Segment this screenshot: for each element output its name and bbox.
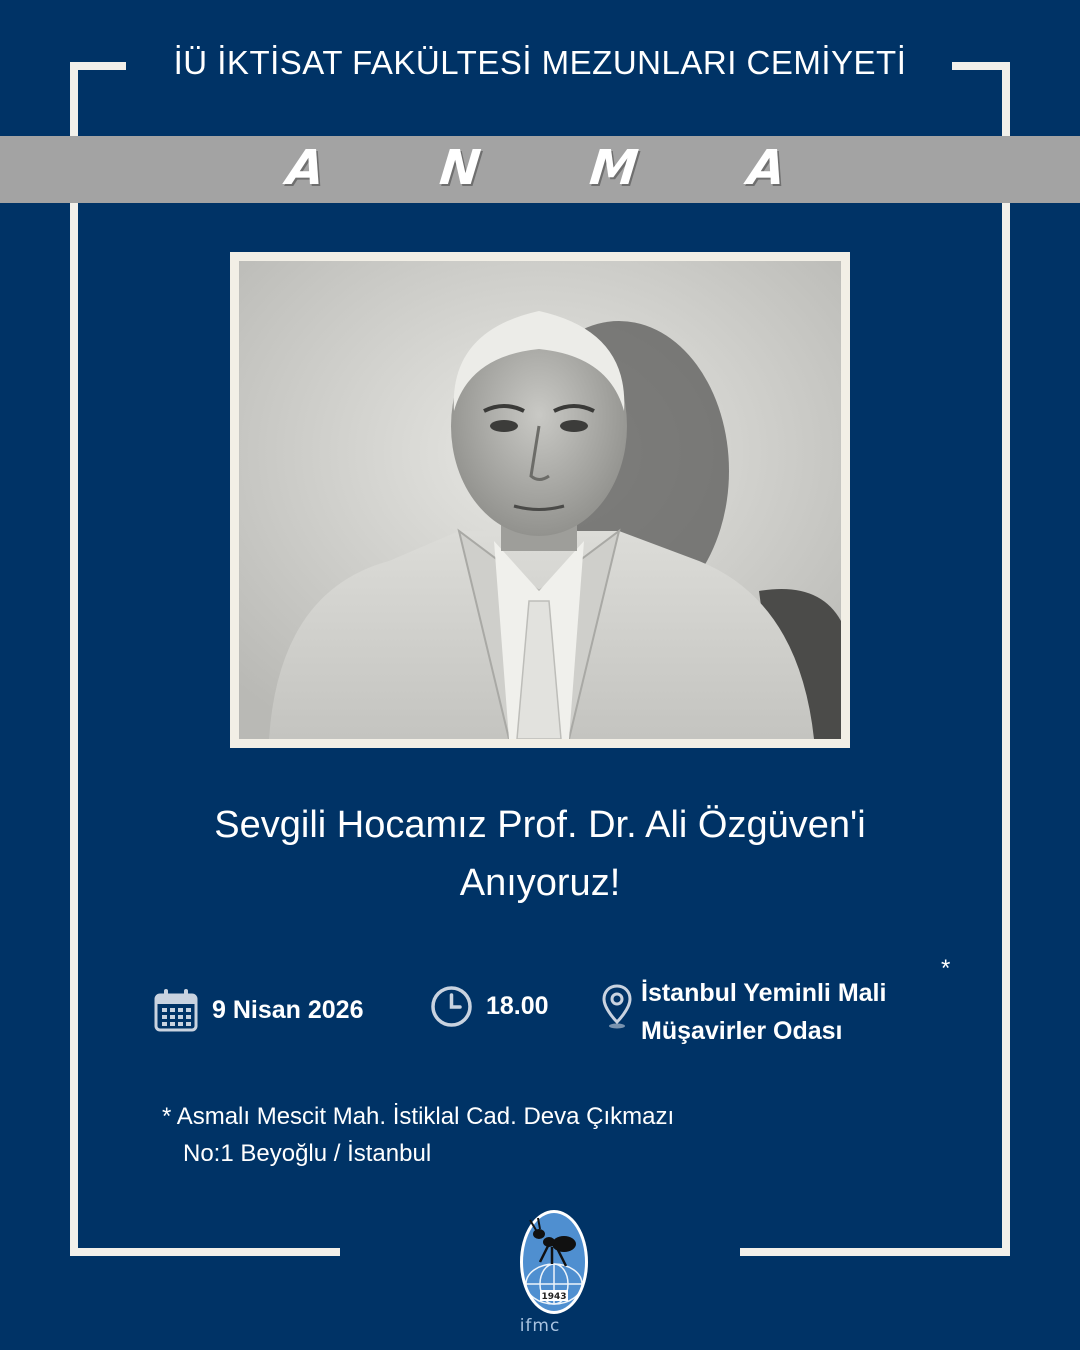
banner-letter-4: A [745, 140, 789, 196]
portrait-photo [239, 261, 841, 739]
banner-letter-1: A [284, 140, 328, 196]
frame-bottom-right [740, 1248, 1010, 1256]
event-venue [641, 974, 886, 1050]
ifmc-logo [518, 1206, 590, 1316]
address-asterisk: * [162, 1103, 172, 1130]
venue-line-2: Müşavirler Odası [641, 1017, 843, 1045]
calendar-icon [154, 988, 198, 1032]
organization-title: İÜ İKTİSAT FAKÜLTESİ MEZUNLARI CEMİYETİ [173, 44, 907, 81]
event-date: 9 Nisan 2026 [212, 996, 364, 1024]
event-time: 18.00 [486, 992, 549, 1020]
location-pin-icon [602, 984, 632, 1030]
address-line-1 [162, 1098, 674, 1135]
headline-line-2: Anıyoruz! [459, 862, 621, 904]
address-block [162, 1098, 674, 1172]
address-line-1-text: Asmalı Mescit Mah. İstiklal Cad. Deva Çıkmazı [176, 1103, 675, 1130]
banner-letter-2: N [437, 140, 484, 196]
frame-right [1002, 62, 1010, 1256]
logo-caption: ifmc [519, 1316, 561, 1336]
memorial-headline [0, 796, 1080, 912]
frame-left [70, 62, 78, 1256]
address-line-2: No:1 Beyoğlu / İstanbul [183, 1140, 432, 1167]
venue-asterisk: * [941, 955, 951, 982]
logo-year: 1943 [541, 1292, 567, 1302]
headline-line-1: Sevgili Hocamız Prof. Dr. Ali Özgüven'i [214, 804, 866, 846]
venue-line-1: İstanbul Yeminli Mali [641, 979, 887, 1007]
banner-letter-3: M [587, 140, 641, 196]
frame-bottom-left [70, 1248, 340, 1256]
anma-banner [0, 136, 1080, 203]
clock-icon [430, 985, 473, 1028]
